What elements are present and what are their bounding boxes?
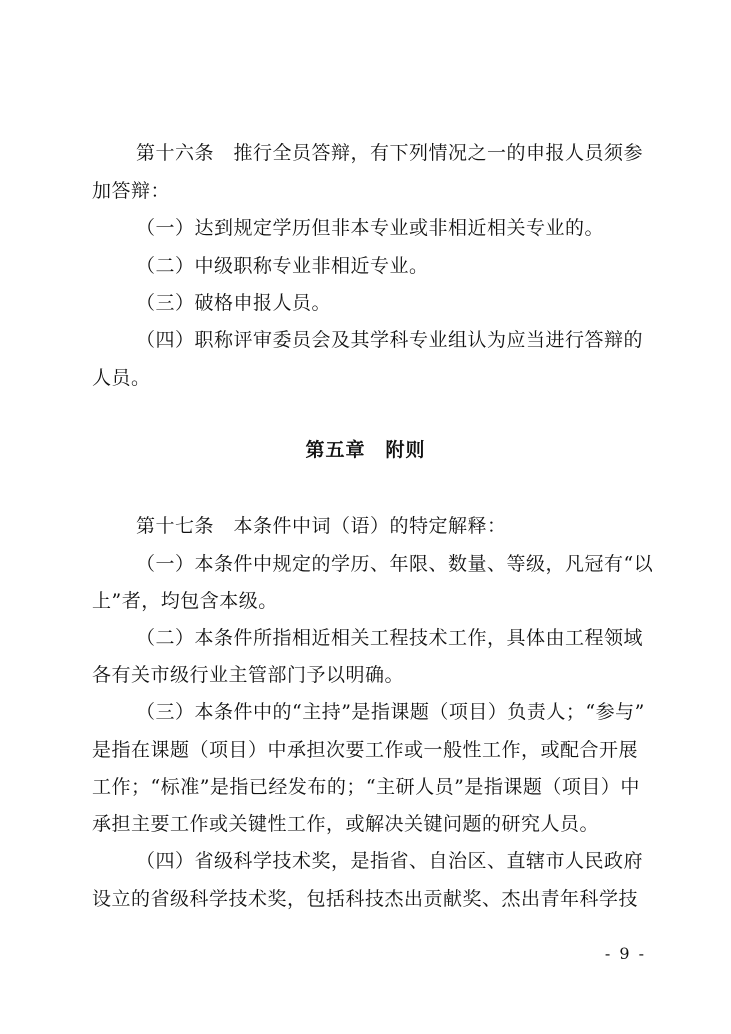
article-16-item-4-line-1: （四）职称评审委员会及其学科专业组认为应当进行答辩的 bbox=[136, 329, 644, 351]
article-16-item-4-line-2: 人员。 bbox=[92, 367, 151, 389]
article-17-item-4-line-1: （四）省级科学技术奖，是指省、自治区、直辖市人民政府 bbox=[136, 850, 644, 872]
article-17-item-2-line-2: 各有关市级行业主管部门予以明确。 bbox=[92, 664, 405, 686]
article-17-item-3-line-2: 是指在课题（项目）中承担次要工作或一般性工作，或配合开展 bbox=[92, 739, 639, 761]
article-17-item-3-line-3: 工作；“标准”是指已经发布的；“主研人员”是指课题（项目）中 bbox=[92, 776, 640, 798]
article-16-line-2: 加答辩： bbox=[92, 180, 171, 202]
page-number: - 9 - bbox=[604, 944, 646, 963]
article-16-line-1: 第十六条 推行全员答辩，有下列情况之一的申报人员须参 bbox=[136, 142, 644, 164]
article-17-item-3-line-4: 承担主要工作或关键性工作，或解决关键问题的研究人员。 bbox=[92, 813, 600, 835]
article-17-item-1-line-1: （一）本条件中规定的学历、年限、数量、等级，凡冠有“以 bbox=[136, 553, 654, 575]
chapter-title: 第五章 附则 bbox=[305, 439, 426, 461]
article-16-item-2: （二）中级职称专业非相近专业。 bbox=[136, 255, 429, 277]
article-17-line-1: 第十七条 本条件中词（语）的特定解释： bbox=[136, 515, 507, 537]
article-17-item-4-line-2: 设立的省级科学技术奖，包括科技杰出贡献奖、杰出青年科学技 bbox=[92, 888, 639, 910]
article-16-item-1: （一）达到规定学历但非本专业或非相近相关专业的。 bbox=[136, 217, 605, 239]
article-17-item-2-line-1: （二）本条件所指相近相关工程技术工作，具体由工程领域 bbox=[136, 627, 644, 649]
article-17-item-1-line-2: 上”者，均包含本级。 bbox=[92, 590, 278, 612]
article-16-item-3: （三）破格申报人员。 bbox=[136, 292, 332, 314]
article-17-item-3-line-1: （三）本条件中的“主持”是指课题（项目）负责人；“参与” bbox=[136, 701, 645, 723]
